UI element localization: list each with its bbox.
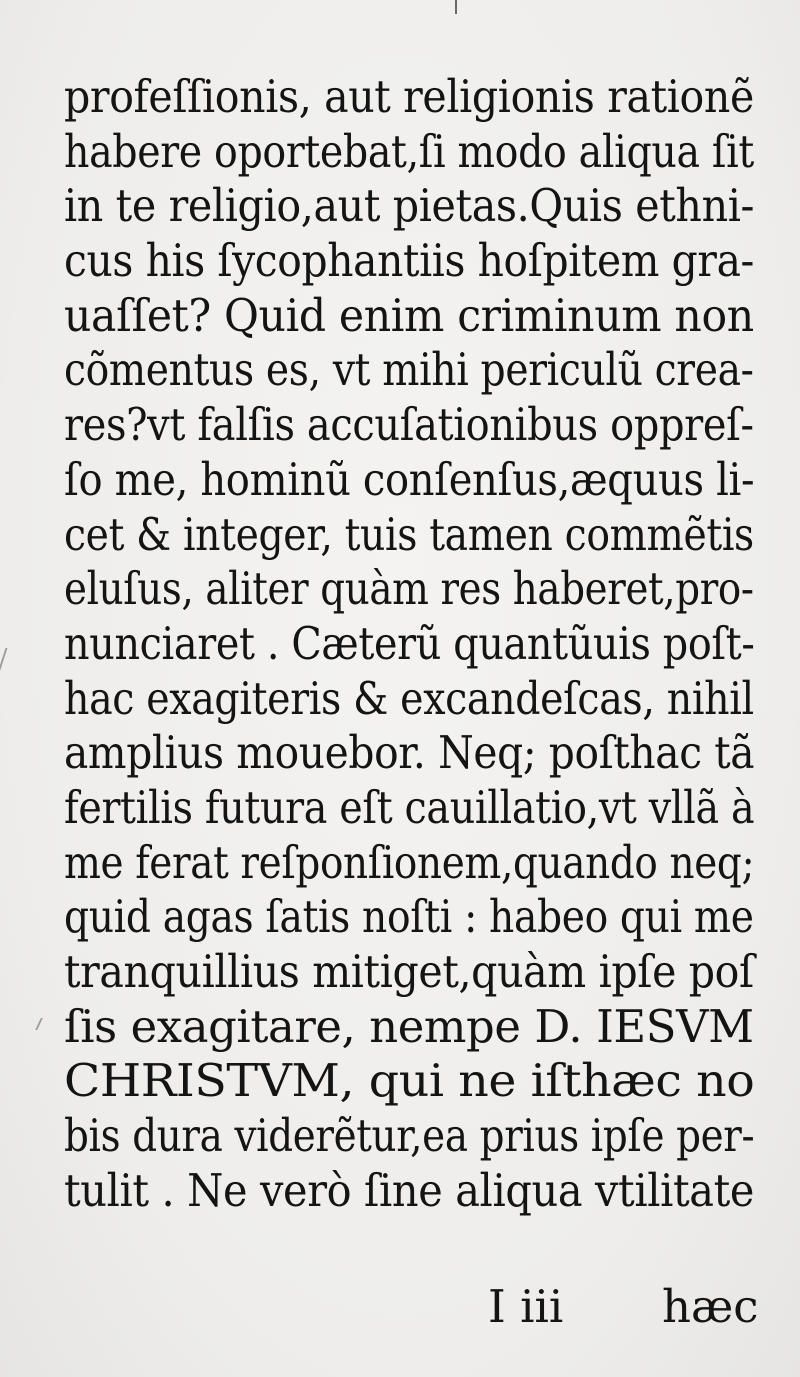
page-footer (0, 1280, 800, 1340)
text-line: cet & integer, tuis tamen commẽtis (64, 507, 754, 561)
text-line: amplius mouebor. Neq; poſthac tã (64, 726, 755, 780)
text-line: CHRISTVM, qui ne iſthæc no (64, 1054, 755, 1108)
text-line: bis dura viderẽtur,ea prius ipſe per- (64, 1109, 755, 1163)
text-line: habere oportebat,ſi modo aliqua ſit (64, 124, 754, 178)
text-line: tulit . Ne verò ſine aliqua vtilitate (64, 1163, 755, 1217)
text-line: me ferat reſponſionem,quando neq; (64, 835, 755, 889)
text-line: ſis exagitare, nempe D. IESVM (64, 999, 754, 1053)
text-line: quid agas ſatis noſti : habeo qui me (64, 890, 754, 944)
text-line: ſo me, hominũ conſenſus,æquus li- (64, 452, 755, 506)
text-line: eluſus, aliter quàm res haberet,pro- (64, 562, 754, 616)
signature-mark: I iii (488, 1280, 564, 1333)
text-line: nunciaret . Cæterũ quantũuis poſt- (64, 616, 755, 670)
text-line: in te religio,aut pietas.Quis ethni- (64, 179, 755, 233)
text-line: uaſſet? Quid enim criminum non (64, 288, 754, 342)
text-line: cõmentus es, vt mihi periculũ crea- (64, 343, 754, 397)
text-line: tranquillius mitiget,quàm ipſe poſ (64, 945, 754, 998)
margin-mark (0, 648, 22, 682)
text-line: res?vt falſis accuſationibus oppreſ- (64, 398, 754, 452)
body-text (64, 70, 754, 1218)
text-line: cus his ſycophantiis hoſpitem gra- (64, 234, 754, 288)
text-line: fertilis futura eſt cauillatio,vt vllã à (64, 780, 755, 834)
margin-mark (35, 1018, 51, 1030)
text-line: hac exagiteris & excandeſcas, nihil (64, 671, 754, 725)
top-edge-mark (455, 0, 457, 14)
text-line: profeſſionis, aut religionis rationẽ (64, 70, 754, 123)
catchword: hæc (662, 1280, 759, 1333)
